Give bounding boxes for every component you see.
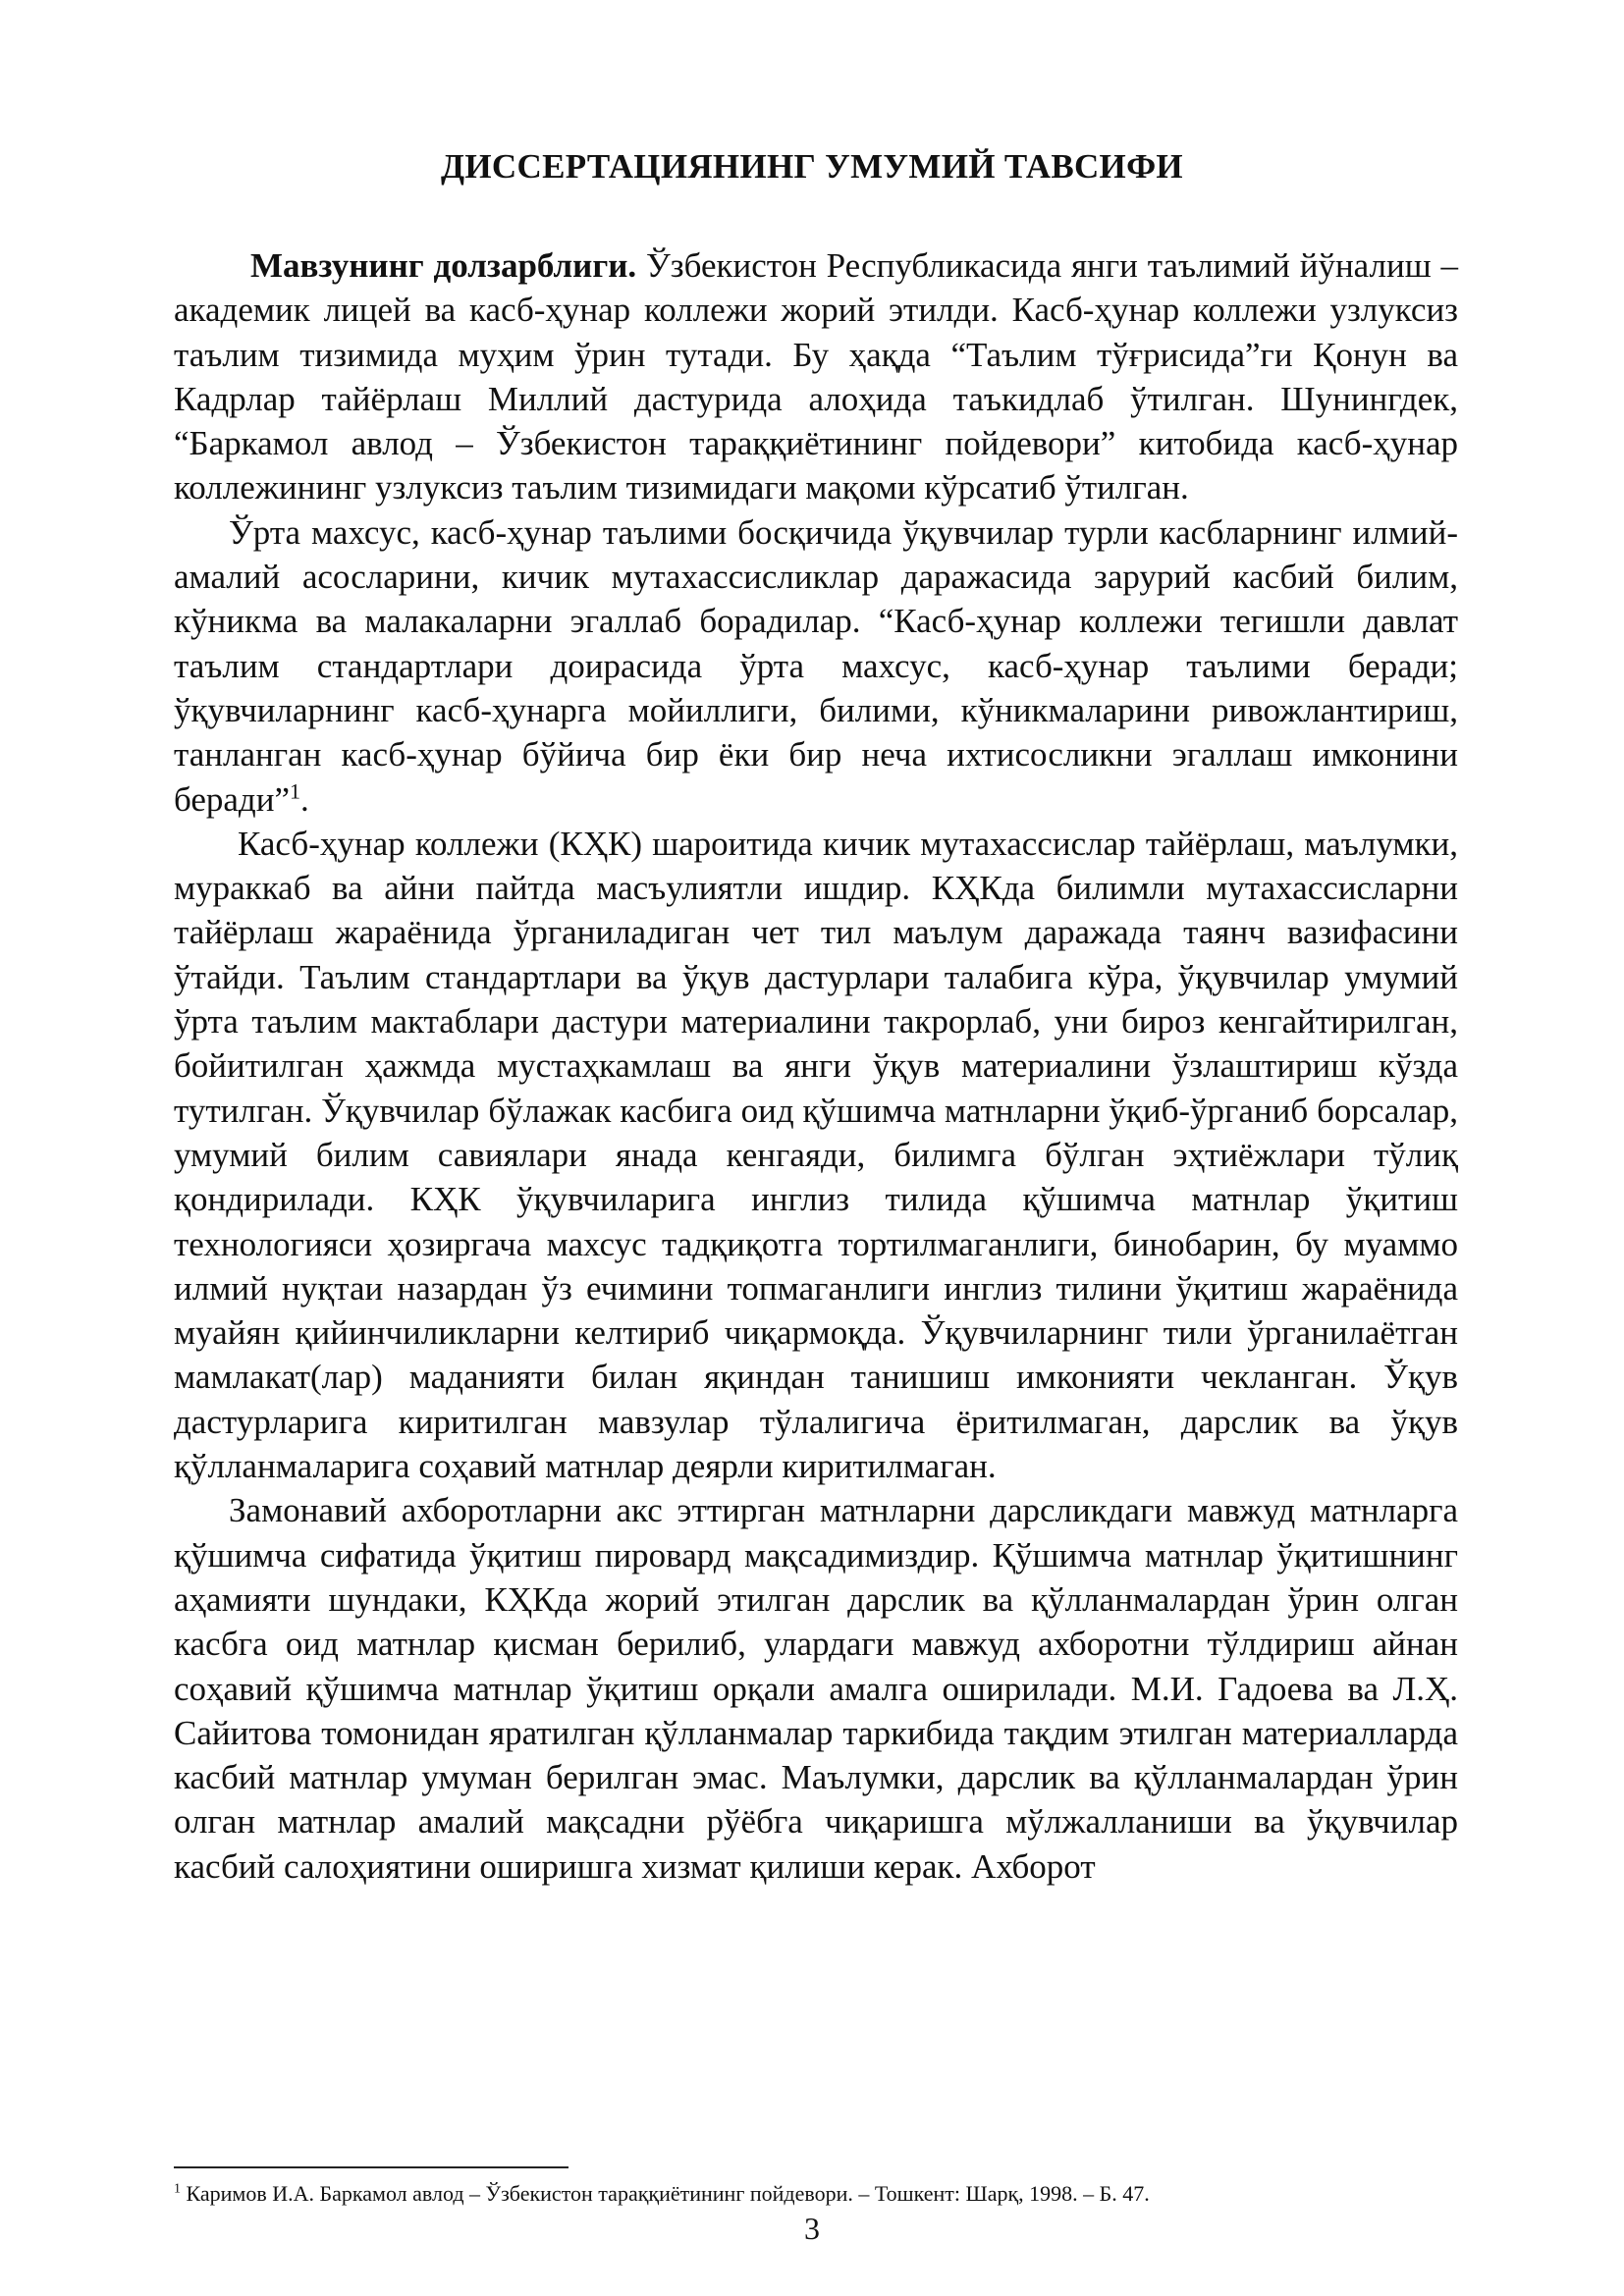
page-number: 3 [804,2211,820,2246]
page-title: ДИССЕРТАЦИЯНИНГ УМУМИЙ ТАВСИФИ [441,147,1183,186]
footnote-separator [174,2166,568,2168]
paragraph-modern-texts [174,1488,1458,1889]
footnote-text: Каримов И.А. Баркамол авлод – Ўзбекистон тараққиётининг пойдевори. – Тошкент: Шарқ, 1998. – Б. 47. [181,2181,1150,2206]
body-text [174,243,1458,1889]
paragraph-text: Ўзбекистон Республикасида янги таълимий йўналиш – академик лицей ва касб-ҳунар коллежи жорий этилди. Касб-ҳунар коллежи узлуксиз таълим тизимида муҳим ўрин тутади. Бу ҳақда “Таълим тўғрисида”ги Қонун ва Кадрлар тайёрлаш Миллий дастурида алоҳида таъкидлаб ўтилган. Шунингдек, “Баркамол авлод – Ўзбекистон тараққиётининг пойдевори” китобида касб-ҳунар коллежининг узлуксиз таълим тизимидаги мақоми кўрсатиб ўтилган. [174,246,1459,507]
paragraph-lead-heading: Мавзунинг долзарблиги. [250,246,637,285]
footnote [174,2181,1458,2207]
paragraph-secondary-education [174,510,1458,822]
paragraph-text: Ўрта махсус, касб-ҳунар таълими босқичида ўқувчилар турли касбларнинг илмий-амалий асосларини, кичик мутахассисликлар даражасида зарурий касбий билим, кўникма ва малакаларни эгаллаб борадилар. “Касб-ҳунар коллежи тегишли давлат таълим стандартлари доирасида ўрта махсус, касб-ҳунар таълими беради; ўқувчиларнинг касб-ҳунарга мойиллиги, билими, кўникмаларини ривожлантириш, танланган касб-ҳунар бўйича бир ёки бир неча ихтисосликни эгаллаш имконини беради” [174,512,1458,819]
paragraph-text: Замонавий ахборотларни акс эттирган матнларни дарсликдаги мавжуд матнларга қўшимча сифатида ўқитиш пировард мақсадимиздир. Қўшимча матнлар ўқитишнинг аҳамияти шундаки, КҲКда жорий этилган дарслик ва қўлланмалардан ўрин олган касбга оид матнлар қисман берилиб, улардаги мавжуд ахборотни тўлдириш айнан соҳавий қўшимча матнлар ўқитиш орқали амалга оширилади. М.И. Гадоева ва Л.Ҳ. Сайитова томонидан яратилган қўлланмалар таркибида тақдим этилган материалларда касбий матнлар умуман берилган эмас. Маълумки, дарслик ва қўлланмалардан ўрин олган матнлар амалий мақсадни рўёбга чиқаришга мўлжалланиши ва ўқувчилар касбий салоҳиятини оширишга хизмат қилиши керак. Ахборот [174,1491,1458,1886]
paragraph-text: Касб-ҳунар коллежи (КҲК) шароитида кичик мутахассислар тайёрлаш, маълумки, мураккаб ва айни пайтда масъулиятли ишдир. КҲКда билимли мутахассисларни тайёрлаш жараёнида ўрганиладиган чет тил маълум даражада таянч вазифасини ўтайди. Таълим стандартлари ва ўқув дастурлари талабига кўра, ўқувчилар умумий ўрта таълим мактаблари дастури материалини такрорлаб, уни бироз кенгайтирилган, бойитилган ҳажмда мустаҳкамлаш ва янги ўқув материалини ўзлаштириш кўзда тутилган. Ўқувчилар бўлажак касбига оид қўшимча матнларни ўқиб-ўрганиб борсалар, умумий билим савиялари янада кенгаяди, билимга бўлган эҳтиёжлари тўлиқ қондирилади. КҲК ўқувчиларига инглиз тилида қўшимча матнлар ўқитиш технологияси ҳозиргача махсус тадқиқотга тортилмаганлиги, бинобарин, бу муаммо илмий нуқтаи назардан ўз ечимини топмаганлиги инглиз тилини ўқитиш жараёнида муайян қийинчиликларни келтириб чиқармоқда. Ўқувчиларнинг тили ўрганилаётган мамлакат(лар) маданияти билан яқиндан танишиш имконияти чекланган. Ўқув дастурларига киритилган мавзулар тўлалигича ёритилмаган, дарслик ва ўқув қўлланмаларига соҳавий матнлар деярли киритилмаган. [174,824,1458,1486]
paragraph-relevance [174,243,1458,510]
footnote-reference[interactable]: 1 [290,777,300,803]
paragraph-vocational-college [174,822,1458,1488]
footnote-marker: 1 [174,2181,181,2197]
paragraph-tail: . [300,779,309,819]
